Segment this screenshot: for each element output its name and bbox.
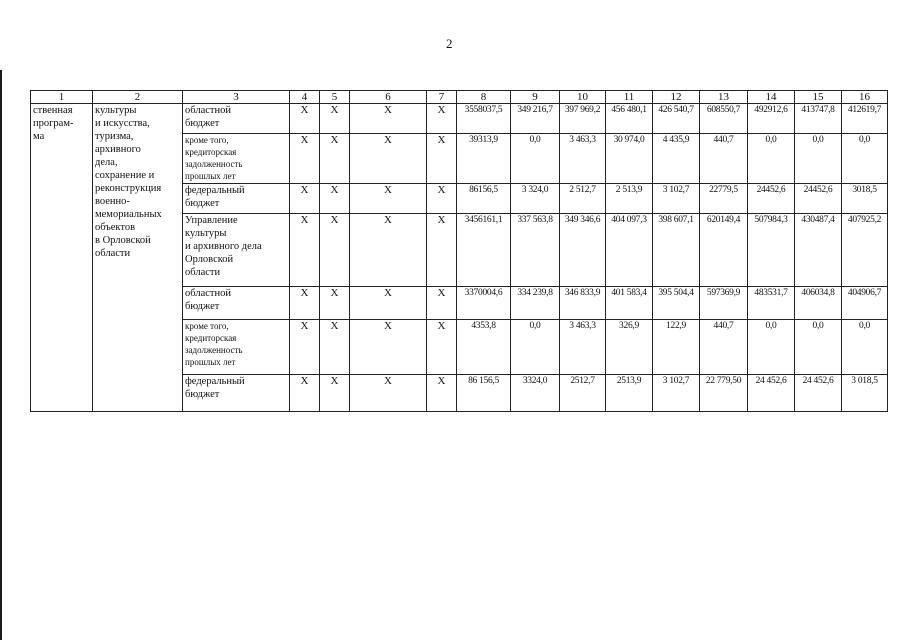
value-cell-col10: 346 833,9 xyxy=(560,287,606,320)
mark-cell-x7: Х xyxy=(427,287,457,320)
value-cell-col13: 22 779,50 xyxy=(700,375,748,412)
value-cell-col12: 426 540,7 xyxy=(653,104,700,134)
value-cell-col15: 24452,6 xyxy=(795,184,842,214)
value-cell-col12: 4 435,9 xyxy=(653,134,700,184)
value-cell-col14: 24452,6 xyxy=(748,184,795,214)
mark-cell-x5: Х xyxy=(320,214,350,287)
value-cell-col13: 597369,9 xyxy=(700,287,748,320)
header-cell: 11 xyxy=(606,91,653,104)
mark-cell-x6: Х xyxy=(350,184,427,214)
value-cell-col15: 0,0 xyxy=(795,134,842,184)
value-cell-col16: 0,0 xyxy=(842,320,888,375)
value-cell-col11: 401 583,4 xyxy=(606,287,653,320)
value-cell-col10: 2512,7 xyxy=(560,375,606,412)
value-cell-col14: 483531,7 xyxy=(748,287,795,320)
header-cell: 2 xyxy=(93,91,183,104)
program-name-cell: культуры и искусства, туризма, архивного дела, сохранение и реконструкция военно- мемориальных объектов в Орловской области xyxy=(93,104,183,412)
value-cell-col9: 0,0 xyxy=(511,134,560,184)
mark-cell-x6: Х xyxy=(350,320,427,375)
value-cell-col11: 326,9 xyxy=(606,320,653,375)
mark-cell-x6: Х xyxy=(350,375,427,412)
mark-cell-x5: Х xyxy=(320,287,350,320)
value-cell-col14: 0,0 xyxy=(748,320,795,375)
header-cell: 13 xyxy=(700,91,748,104)
funding-source-cell: федеральный бюджет xyxy=(183,184,290,214)
header-cell: 15 xyxy=(795,91,842,104)
mark-cell-x6: Х xyxy=(350,134,427,184)
value-cell-col10: 2 512,7 xyxy=(560,184,606,214)
header-cell: 6 xyxy=(350,91,427,104)
mark-cell-x5: Х xyxy=(320,320,350,375)
value-cell-col12: 395 504,4 xyxy=(653,287,700,320)
funding-source-cell: областной бюджет xyxy=(183,287,290,320)
value-cell-col14: 0,0 xyxy=(748,134,795,184)
mark-cell-x4: Х xyxy=(290,134,320,184)
header-cell: 14 xyxy=(748,91,795,104)
value-cell-col9: 349 216,7 xyxy=(511,104,560,134)
header-cell: 1 xyxy=(31,91,93,104)
funding-source-cell: кроме того, кредиторская задолженность прошлых лет xyxy=(183,320,290,375)
value-cell-col11: 30 974,0 xyxy=(606,134,653,184)
value-cell-col12: 3 102,7 xyxy=(653,184,700,214)
value-cell-col8: 39313,9 xyxy=(457,134,511,184)
mark-cell-x7: Х xyxy=(427,375,457,412)
mark-cell-x4: Х xyxy=(290,104,320,134)
header-cell: 10 xyxy=(560,91,606,104)
scan-edge-line xyxy=(0,70,2,640)
value-cell-col15: 0,0 xyxy=(795,320,842,375)
value-cell-col16: 3018,5 xyxy=(842,184,888,214)
value-cell-col10: 3 463,3 xyxy=(560,320,606,375)
value-cell-col9: 3 324,0 xyxy=(511,184,560,214)
value-cell-col15: 430487,4 xyxy=(795,214,842,287)
mark-cell-x5: Х xyxy=(320,375,350,412)
value-cell-col10: 397 969,2 xyxy=(560,104,606,134)
header-cell: 5 xyxy=(320,91,350,104)
funding-source-cell: Управление культуры и архивного дела Орловской области xyxy=(183,214,290,287)
header-cell: 16 xyxy=(842,91,888,104)
page-number: 2 xyxy=(446,36,453,51)
value-cell-col11: 2 513,9 xyxy=(606,184,653,214)
value-cell-col8: 3558037,5 xyxy=(457,104,511,134)
value-cell-col15: 413747,8 xyxy=(795,104,842,134)
value-cell-col13: 440,7 xyxy=(700,320,748,375)
mark-cell-x5: Х xyxy=(320,184,350,214)
value-cell-col15: 406034,8 xyxy=(795,287,842,320)
mark-cell-x7: Х xyxy=(427,214,457,287)
header-cell: 12 xyxy=(653,91,700,104)
value-cell-col14: 507984,3 xyxy=(748,214,795,287)
mark-cell-x5: Х xyxy=(320,104,350,134)
value-cell-col9: 337 563,8 xyxy=(511,214,560,287)
mark-cell-x6: Х xyxy=(350,287,427,320)
mark-cell-x7: Х xyxy=(427,184,457,214)
value-cell-col12: 398 607,1 xyxy=(653,214,700,287)
value-cell-col16: 3 018,5 xyxy=(842,375,888,412)
value-cell-col11: 456 480,1 xyxy=(606,104,653,134)
funding-source-cell: федеральный бюджет xyxy=(183,375,290,412)
value-cell-col14: 24 452,6 xyxy=(748,375,795,412)
value-cell-col14: 492912,6 xyxy=(748,104,795,134)
value-cell-col16: 404906,7 xyxy=(842,287,888,320)
mark-cell-x5: Х xyxy=(320,134,350,184)
value-cell-col8: 3370004,6 xyxy=(457,287,511,320)
mark-cell-x7: Х xyxy=(427,104,457,134)
value-cell-col13: 608550,7 xyxy=(700,104,748,134)
value-cell-col9: 3324,0 xyxy=(511,375,560,412)
program-fragment-cell: ственная програм- ма xyxy=(31,104,93,412)
header-row xyxy=(31,91,888,104)
funding-source-cell: областной бюджет xyxy=(183,104,290,134)
value-cell-col12: 122,9 xyxy=(653,320,700,375)
value-cell-col16: 407925,2 xyxy=(842,214,888,287)
header-cell: 7 xyxy=(427,91,457,104)
mark-cell-x7: Х xyxy=(427,134,457,184)
value-cell-col10: 3 463,3 xyxy=(560,134,606,184)
mark-cell-x7: Х xyxy=(427,320,457,375)
header-cell: 8 xyxy=(457,91,511,104)
mark-cell-x6: Х xyxy=(350,104,427,134)
value-cell-col9: 0,0 xyxy=(511,320,560,375)
mark-cell-x4: Х xyxy=(290,214,320,287)
budget-table xyxy=(30,90,888,412)
value-cell-col8: 86 156,5 xyxy=(457,375,511,412)
value-cell-col11: 2513,9 xyxy=(606,375,653,412)
value-cell-col16: 412619,7 xyxy=(842,104,888,134)
funding-source-cell: кроме того, кредиторская задолженность прошлых лет xyxy=(183,134,290,184)
value-cell-col13: 440,7 xyxy=(700,134,748,184)
header-cell: 3 xyxy=(183,91,290,104)
value-cell-col12: 3 102,7 xyxy=(653,375,700,412)
value-cell-col8: 86156,5 xyxy=(457,184,511,214)
value-cell-col16: 0,0 xyxy=(842,134,888,184)
value-cell-col8: 3456161,1 xyxy=(457,214,511,287)
value-cell-col11: 404 097,3 xyxy=(606,214,653,287)
mark-cell-x6: Х xyxy=(350,214,427,287)
mark-cell-x4: Х xyxy=(290,375,320,412)
header-cell: 4 xyxy=(290,91,320,104)
value-cell-col15: 24 452,6 xyxy=(795,375,842,412)
value-cell-col9: 334 239,8 xyxy=(511,287,560,320)
mark-cell-x4: Х xyxy=(290,184,320,214)
value-cell-col8: 4353,8 xyxy=(457,320,511,375)
value-cell-col13: 620149,4 xyxy=(700,214,748,287)
header-cell: 9 xyxy=(511,91,560,104)
table-row xyxy=(31,104,888,134)
mark-cell-x4: Х xyxy=(290,287,320,320)
value-cell-col13: 22779,5 xyxy=(700,184,748,214)
value-cell-col10: 349 346,6 xyxy=(560,214,606,287)
mark-cell-x4: Х xyxy=(290,320,320,375)
